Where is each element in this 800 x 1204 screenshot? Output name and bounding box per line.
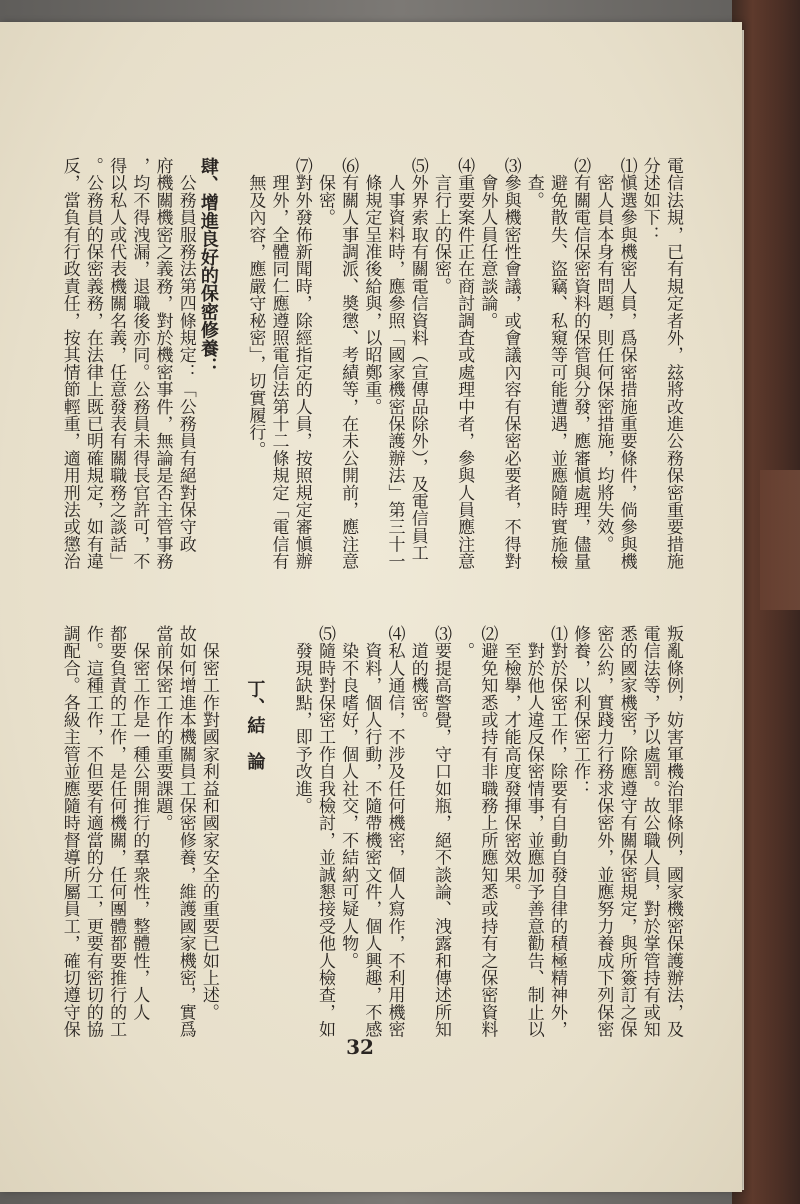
- top-text-block: [58, 157, 684, 612]
- text-column: 電信法規，已有規定者外，玆將改進公務保密重要措施: [662, 157, 683, 570]
- text-column: 道的機密。: [407, 625, 428, 729]
- text-column: 發現缺點，即予改進。: [291, 625, 312, 815]
- text-column: ⑺對外發佈新聞時，除經指定的人員，按照規定審愼辦: [291, 157, 312, 570]
- text-column: 電信法等，予以處罰。故公職人員，對於掌管持有或知: [639, 625, 660, 1038]
- text-column: 會外人員任意談論。: [477, 157, 498, 329]
- section-heading: 肆、增進良好的保密修養：: [197, 157, 219, 376]
- text-column: 避免散失、盜竊、私窺等可能遭遇，並應隨時實施檢: [546, 157, 567, 570]
- text-column: 得以私人或代表機關名義，任意發表有關職務之談話」: [106, 157, 127, 570]
- text-column: 當前保密工作的重要課題。: [152, 625, 173, 832]
- text-column: 公務員服務法第四條規定：「公務員有絕對保守政: [175, 157, 196, 553]
- text-column: ⑴愼選參與機密人員，爲保密措施重要條件，倘參與機: [616, 157, 637, 570]
- text-column: 。公務員的保密義務，在法律上既已明確規定，如有違: [82, 157, 103, 570]
- document-page: [0, 22, 742, 1192]
- text-column: 反，當負有行政責任，按其情節輕重，適用刑法或懲治: [59, 157, 80, 570]
- text-column: 對於他人違反保密情事，並應加予善意勸告、制止以: [523, 625, 544, 1038]
- text-column: 至檢擧，才能高度發揮保密效果。: [500, 625, 521, 901]
- text-column: 條規定呈准後給與，以昭鄭重。: [361, 157, 382, 415]
- text-column: 修養，以利保密工作：: [570, 625, 591, 797]
- text-column: ，均不得洩漏，退職後亦同。公務員未得長官許可，不: [129, 157, 150, 570]
- text-column: 言行上的保密。: [430, 157, 451, 295]
- text-column: ⑹有關人事調派、奬懲、考績等，在未公開前，應注意: [338, 157, 359, 570]
- text-column: 查。: [523, 157, 544, 209]
- text-column: 作。這種工作，不但要有適當的分工，更要有密切的協: [82, 625, 103, 1038]
- text-column: 分述如下：: [639, 157, 660, 243]
- text-column: ⑷私人通信，不涉及任何機密，個人寫作，不利用機密: [384, 625, 405, 1038]
- text-column: ⑸外界索取有關電信資料（宣傳品除外），及電信員工: [407, 157, 428, 562]
- text-column: 保密工作是一種公開推行的羣衆性，整體性，人人: [129, 625, 150, 1021]
- text-column: ⑵避免知悉或持有非職務上所應知悉或持有之保密資料: [477, 625, 498, 1038]
- page-number: 32: [346, 1035, 374, 1059]
- text-column: 理外，全體同仁應遵照電信法第十二條規定「電信有: [268, 157, 289, 570]
- text-column: ⑶要提高警覺，守口如瓶，絕不談論、洩露和傳述所知: [430, 625, 451, 1038]
- text-column: [220, 625, 243, 1060]
- text-column: ⑷重要案件正在商討調査或處理中者，參與人員應注意: [454, 157, 475, 570]
- text-column: ⑸隨時對保密工作自我檢討，並誠懇接受他人檢查，如: [314, 625, 335, 1038]
- text-column: ⑵有關電信保密資料的保管與分發，應審愼處理，儘量: [570, 157, 591, 570]
- text-column: ⑴對於保密工作，除要有自動自發自律的積極精神外，: [546, 625, 567, 1038]
- cover-band: [760, 470, 800, 610]
- text-column: 密人員本身有問題，則任何保密措施，均將失效。: [593, 157, 614, 553]
- text-column: 人事資料時，應參照「國家機密保護辦法」第三十一: [384, 157, 405, 570]
- text-column: 叛亂條例，妨害軍機治罪條例，國家機密保護辦法，及: [662, 625, 683, 1038]
- text-column: 調配合。各級主管並應隨時督導所屬員工，確切遵守保: [59, 625, 80, 1038]
- text-column: 都要負責的工作，是任何機關，任何團體都要推行的工: [106, 625, 127, 1038]
- text-column: 故如何增進本機關員工保密修養，維護國家機密，實爲: [175, 625, 196, 1038]
- text-column: 府機關機密之義務，對於機密事件，無論是否主管事務: [152, 157, 173, 570]
- text-column: 保密工作對國家利益和國家安全的重要已如上述。: [198, 625, 219, 1021]
- text-column: 染不良嗜好，個人社交，不結納可疑人物。: [338, 625, 359, 969]
- text-column: 密公約，實踐力行務求保密外，並應努力養成下列保密: [593, 625, 614, 1038]
- text-column: 無及內容，應嚴守秘密」，切實履行。: [245, 157, 266, 459]
- text-column: ⑶參與機密性會議，或會議內容有保密必要者，不得對: [500, 157, 521, 570]
- text-column: 保密。: [314, 157, 335, 226]
- bottom-text-block: [58, 625, 684, 1060]
- text-column: [266, 625, 289, 1060]
- text-column: 。: [454, 625, 475, 660]
- text-column: [220, 157, 243, 612]
- text-column: 資料，個人行動，不隨帶機密文件，個人興趣，不感: [361, 625, 382, 1038]
- section-heading: 丁、結 論: [244, 625, 266, 771]
- text-column: 悉的國家機密，除應遵守有關保密規定，與所簽訂之保: [616, 625, 637, 1038]
